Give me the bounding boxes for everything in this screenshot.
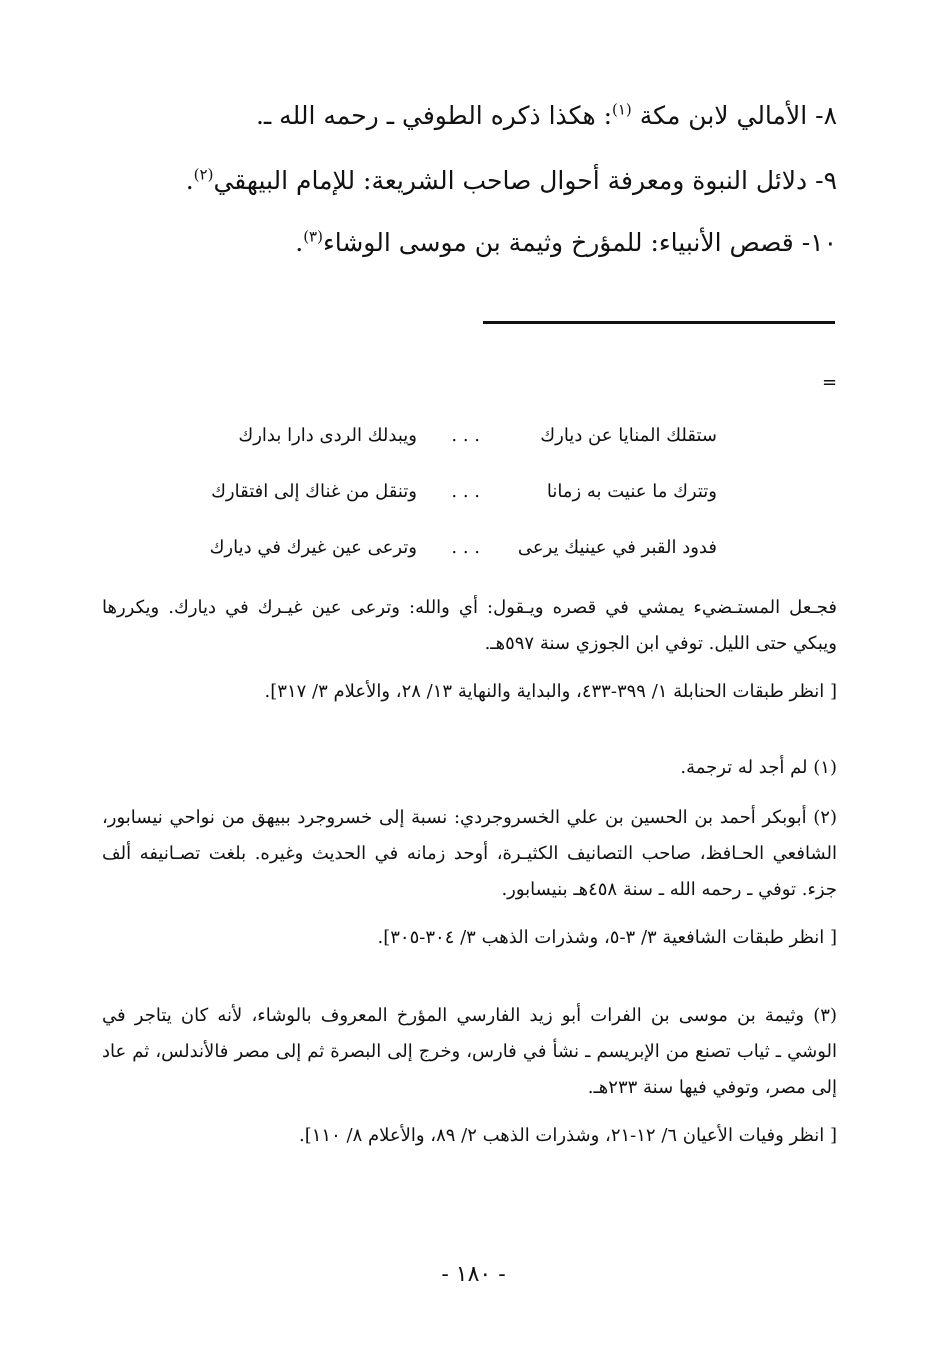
- footnote-2: [102, 800, 837, 956]
- footnote-body: وثيمة بن موسى بن الفرات أبو زيد الفارسي المؤرخ المعروف بالوشاء، لأنه كان يتاجر في الوشي ـ ثياب تصنع من الإبريسم ـ نشأ في فارس، وخرج إلى البصرة ثم إلى مصر فالأندلس، ثم عاد إلى مصر، وتوفي فيها سنة ٢٣٣هـ.: [102, 1005, 837, 1098]
- footnote-text: [102, 998, 837, 1106]
- item-text-after: .: [295, 228, 304, 257]
- continuation-mark: =: [822, 372, 838, 393]
- verse-separator: . . .: [451, 481, 480, 502]
- main-list-item-9: [117, 161, 837, 201]
- footnote-body: لم أجد له ترجمة.: [680, 757, 808, 778]
- verse-second-hemistich: وترعى عين غيرك في ديارك: [209, 537, 417, 558]
- main-list-item-8: [117, 96, 837, 136]
- footnote-3: [102, 998, 837, 1154]
- footnote-reference: [ انظر طبقات الحنابلة ١/ ٣٩٩-٤٣٣، والبداية والنهاية ١٣/ ٢٨، والأعلام ٣/ ٣١٧].: [264, 681, 837, 702]
- footnote-text: [102, 800, 837, 908]
- verse-first-hemistich: فدود القبر في عينيك يرعى: [517, 537, 717, 558]
- footnote-number: (١): [813, 757, 837, 778]
- footnote-1: [102, 750, 837, 786]
- item-text-after: .: [185, 166, 194, 195]
- verse-line-2: [197, 481, 717, 511]
- footnote-number: (٣): [813, 1005, 837, 1026]
- footnote-text: فجـعل المستـضيء يمشي في قصره ويـقول: أي والله: وترعى عين غيـرك في ديارك. ويكررها ويبكي حتى الليل. توفي ابن الجوزي سنة ٥٩٧هـ.: [102, 597, 837, 654]
- item-number: ١٠-: [801, 228, 837, 257]
- verse-separator: . . .: [451, 537, 480, 558]
- footnote-ref-2[interactable]: (٢): [193, 165, 214, 184]
- item-number: ٨-: [815, 101, 837, 130]
- footnote-body: أبوبكر أحمد بن الحسين بن علي الخسروجردي: نسبة إلى خسروجرد ببيهق من نواحي نيسابور، الشافعي الحـافظ، صاحب التصانيف الكثيـرة، أوحد زمانه في الحديث وغيره. بلغت تصـانيفه ألف جزء. توفي ـ رحمه الله ـ سنة ٤٥٨هـ بنيسابور.: [102, 807, 837, 900]
- footnote-reference: [ انظر وفيات الأعيان ٦/ ١٢-٢١، وشذرات الذهب ٢/ ٨٩، والأعلام ٨/ ١١٠].: [299, 1125, 837, 1146]
- footnote-reference: [ انظر طبقات الشافعية ٣/ ٣-٥، وشذرات الذهب ٣/ ٣٠٤-٣٠٥].: [377, 927, 837, 948]
- item-text: دلائل النبوة ومعرفة أحوال صاحب الشريعة: للإمام البيهقي: [213, 166, 808, 195]
- footnote-divider: [483, 321, 835, 324]
- footnote-ref-3[interactable]: (٣): [303, 227, 323, 246]
- footnote-ref-1[interactable]: (١): [612, 100, 632, 119]
- footnote-text: [102, 750, 837, 786]
- item-text: الأمالي لابن مكة: [639, 101, 808, 130]
- verse-line-1: [197, 425, 717, 455]
- item-text: قصص الأنبياء: للمؤرخ وثيمة بن موسى الوشاء: [322, 228, 794, 257]
- verse-first-hemistich: وتترك ما عنيت به زمانا: [546, 481, 717, 502]
- page-number: - ١٨٠ -: [441, 1262, 506, 1287]
- main-list-item-10: [117, 223, 837, 263]
- item-number: ٩-: [815, 166, 837, 195]
- item-text-after: : هكذا ذكره الطوفي ـ رحمه الله ـ.: [255, 101, 612, 130]
- verse-line-3: [197, 537, 717, 567]
- prior-footnote-continuation: [102, 590, 837, 710]
- verse-first-hemistich: ستقلك المنايا عن ديارك: [540, 425, 717, 446]
- verse-second-hemistich: وتنقل من غناك إلى افتقارك: [211, 481, 417, 502]
- verse-separator: . . .: [451, 425, 480, 446]
- footnote-number: (٢): [813, 807, 837, 828]
- verse-second-hemistich: ويبدلك الردى دارا بدارك: [238, 425, 417, 446]
